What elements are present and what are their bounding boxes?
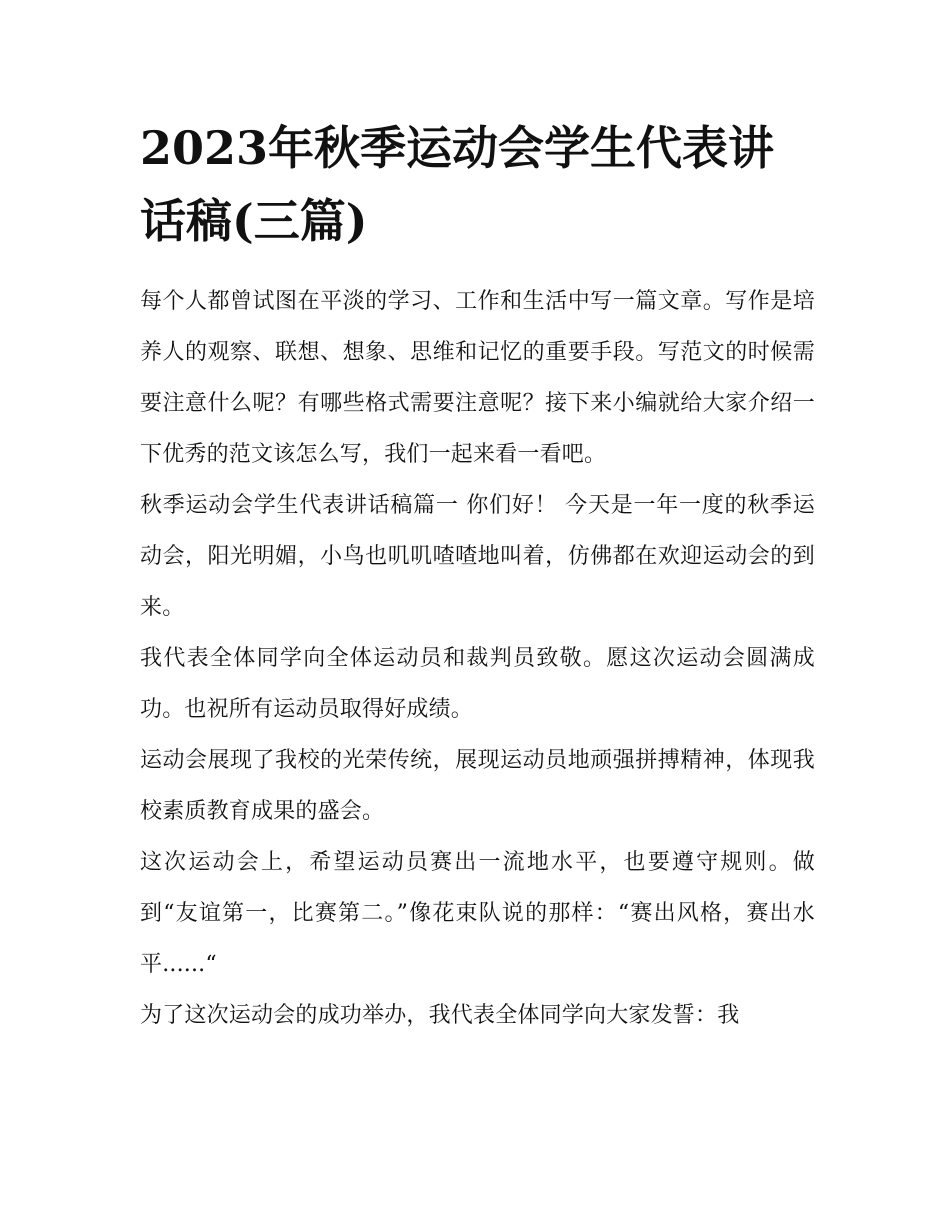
paragraph-oath: 为了这次运动会的成功举办，我代表全体同学向大家发誓：我 [140,1003,740,1028]
document-title: 2023年秋季运动会学生代表讲话稿(三篇) [140,121,775,248]
paragraph-intro: 每个人都曾试图在平淡的学习、工作和生活中写一篇文章。写作是培养人的观察、联想、想象、思维和记忆的重要手段。写范文的时候需要注意什么呢？有哪些格式需要注意呢？接下来小编就给大家介绍一下优秀的范文该怎么写，我们一起来看一看吧。 [140,289,815,467]
document-body [140,276,815,1041]
paragraph-salute: 我代表全体同学向全体运动员和裁判员致敬。愿这次运动会圆满成功。也祝所有运动员取得好成绩。 [140,646,815,722]
paragraph-hope: 这次运动会上，希望运动员赛出一流地水平，也要遵守规则。做到“友谊第一，比赛第二。”像花束队说的那样：“赛出风格，赛出水平......“ [140,850,815,977]
document-page [140,112,815,1041]
paragraph-tradition: 运动会展现了我校的光荣传统，展现运动员地顽强拼搏精神，体现我校素质教育成果的盛会。 [140,748,815,824]
paragraph-greeting: 秋季运动会学生代表讲话稿篇一 你们好！ 今天是一年一度的秋季运动会，阳光明媚，小鸟也叽叽喳喳地叫着，仿佛都在欢迎运动会的到来。 [140,493,815,620]
